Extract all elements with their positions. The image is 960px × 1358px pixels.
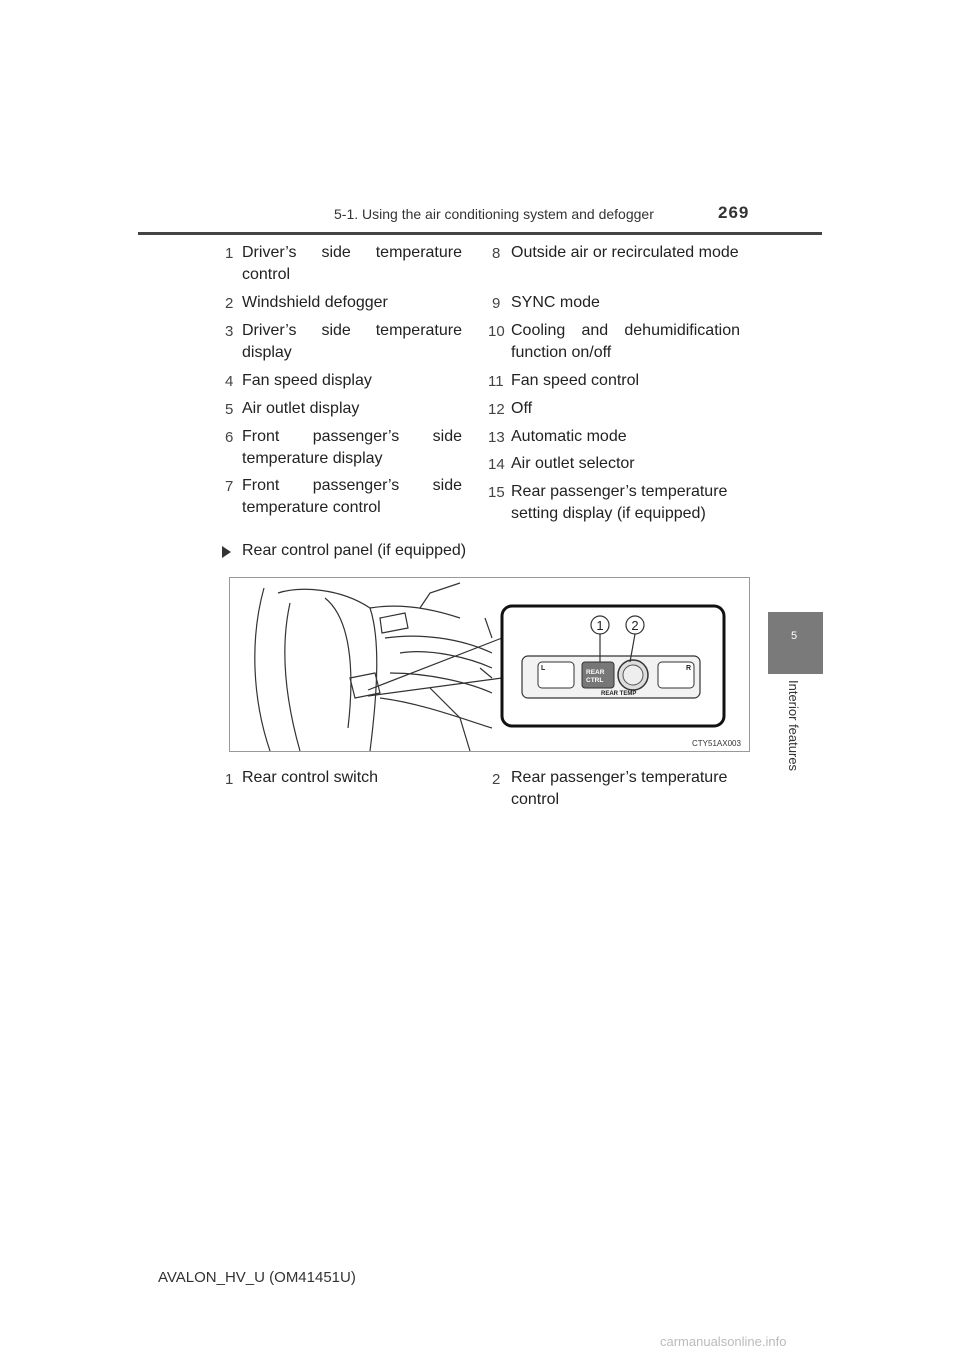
item-number-9: 9 <box>492 295 501 312</box>
item-text-3: Driver’s side temperature display <box>242 322 462 361</box>
item-number-10: 10 <box>488 323 505 340</box>
rear-item-number-2: 2 <box>492 771 501 788</box>
rear-item-number-1: 1 <box>225 771 234 788</box>
item-text-15: Rear passenger’s temperature setting display (if equipped) <box>511 483 728 522</box>
item-number-11: 11 <box>488 373 504 390</box>
item-text-5: Air outlet display <box>242 400 360 417</box>
item-number-15: 15 <box>488 484 505 501</box>
chapter-tab <box>768 612 823 674</box>
item-text-1: Driver’s side temperature control <box>242 244 462 283</box>
item-number-7: 7 <box>225 478 234 495</box>
item-text-7: Front passenger’s side temperature control <box>242 477 462 516</box>
item-number-13: 13 <box>488 429 505 446</box>
item-text-13: Automatic mode <box>511 428 627 445</box>
item-text-12: Off <box>511 400 533 417</box>
rear-panel-title: Rear control panel (if equipped) <box>242 542 467 559</box>
item-text-14: Air outlet selector <box>511 455 635 472</box>
callout-1: 1 <box>596 618 604 633</box>
car-interior-drawing <box>230 578 749 751</box>
section-arrow-icon <box>222 546 231 558</box>
rear-item-text-2: Rear passenger’s temperature control <box>511 769 728 808</box>
item-number-12: 12 <box>488 401 505 418</box>
item-text-10: Cooling and dehumidification function on/off <box>511 322 740 361</box>
rear-item-text-1: Rear control switch <box>242 769 379 786</box>
rear-ctrl-label-1: REAR <box>586 669 605 676</box>
rear-ctrl-label-2: CTRL <box>586 677 604 684</box>
item-number-4: 4 <box>225 373 234 390</box>
item-text-6: Front passenger’s side temperature display <box>242 428 462 467</box>
figure-code: CTY51AX003 <box>692 739 741 748</box>
callout-2: 2 <box>631 618 639 633</box>
item-number-8: 8 <box>492 245 501 262</box>
page-number: 269 <box>718 203 750 222</box>
item-text-2: Windshield defogger <box>242 294 388 311</box>
item-number-5: 5 <box>225 401 234 418</box>
item-number-6: 6 <box>225 429 234 446</box>
item-number-3: 3 <box>225 323 234 340</box>
chapter-number: 5 <box>791 630 798 642</box>
rear-panel-illustration <box>229 577 750 752</box>
header-rule <box>138 232 822 235</box>
panel-label-right: R <box>686 665 692 672</box>
chapter-title: Interior features <box>786 680 801 772</box>
item-text-9: SYNC mode <box>511 294 600 311</box>
item-text-11: Fan speed control <box>511 372 640 389</box>
item-text-4: Fan speed display <box>242 372 372 389</box>
item-text-8: Outside air or recirculated mode <box>511 244 739 261</box>
watermark: carmanualsonline.info <box>660 1334 787 1349</box>
manual-code: AVALON_HV_U (OM41451U) <box>158 1269 356 1286</box>
item-number-1: 1 <box>225 245 234 262</box>
section-header: 5-1. Using the air conditioning system and defogger <box>334 206 654 222</box>
rear-temp-label: REAR TEMP <box>601 691 637 697</box>
item-number-2: 2 <box>225 295 234 312</box>
item-number-14: 14 <box>488 456 505 473</box>
panel-label-left: L <box>541 665 546 672</box>
